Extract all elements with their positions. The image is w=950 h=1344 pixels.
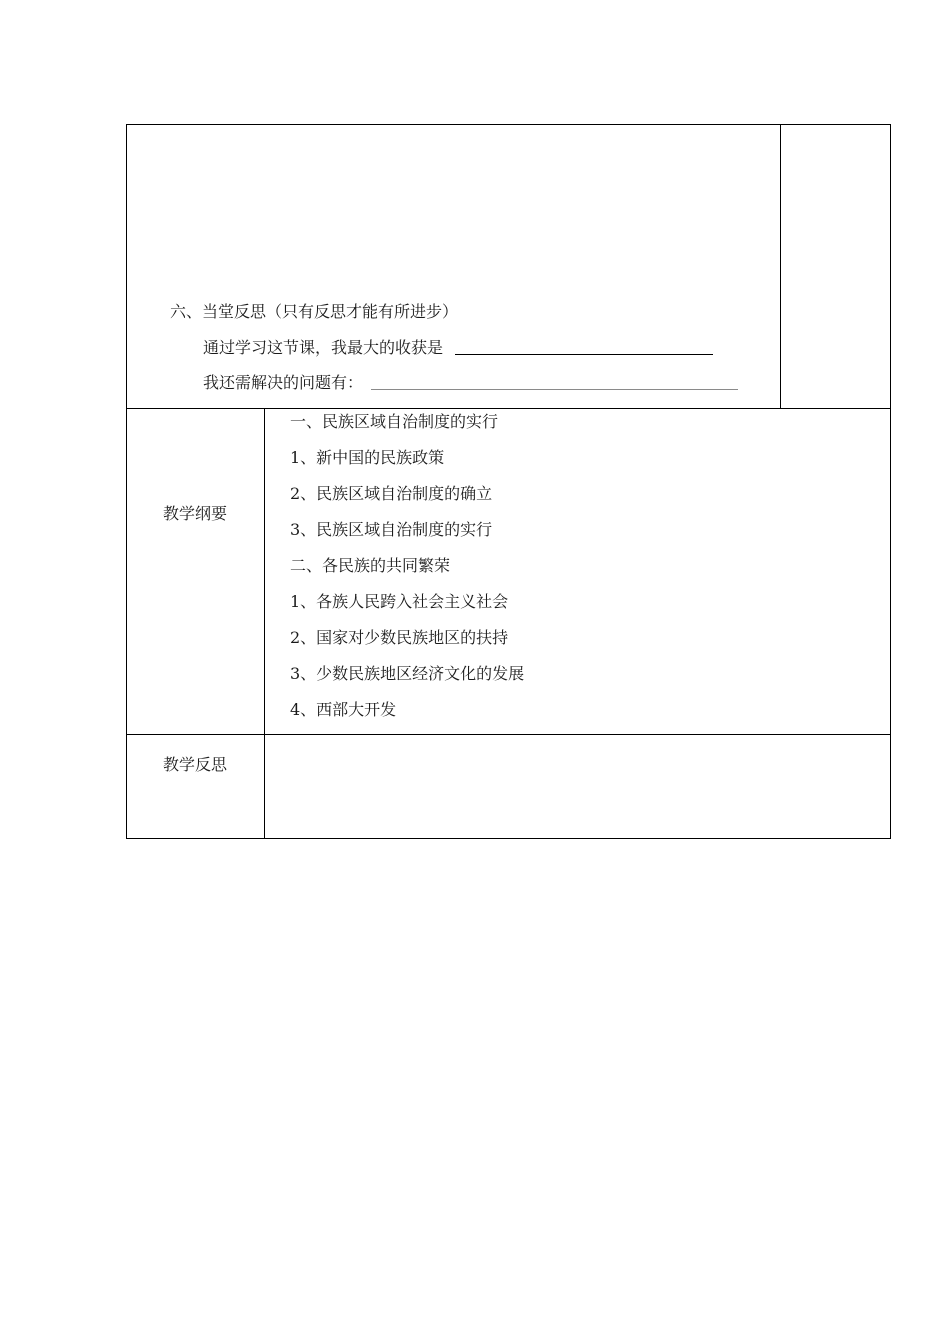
gain-answer-blank[interactable] [455,354,713,355]
gain-prompt: 通过学习这节课，我最大的收获是 [203,338,444,357]
outline-item: 二、各民族的共同繁荣 [290,556,451,575]
outline-item: 3、民族区域自治制度的实行 [290,520,493,539]
row-divider-2 [126,734,891,735]
reflection-heading: 六、当堂反思（只有反思才能有所进步） [170,302,459,321]
teaching-reflection-content[interactable] [266,736,889,837]
outline-item: 2、民族区域自治制度的确立 [290,484,493,503]
outline-item: 2、国家对少数民族地区的扶持 [290,628,509,647]
outline-item: 4、西部大开发 [290,700,397,719]
table-border-left [126,124,127,839]
table-border-top [126,124,891,125]
problem-prompt: 我还需解决的问题有： [203,373,364,392]
outline-label: 教学纲要 [163,504,228,523]
row-divider-1 [126,408,891,409]
outline-item: 1、新中国的民族政策 [290,448,445,467]
outline-item: 1、各族人民跨入社会主义社会 [290,592,509,611]
outline-item: 一、民族区域自治制度的实行 [290,412,499,431]
table-border-bottom [126,838,891,839]
problem-answer-blank[interactable] [371,389,738,390]
table-border-right [890,124,891,839]
column-divider-label [264,408,265,838]
column-divider-top [780,124,781,408]
outline-item: 3、少数民族地区经济文化的发展 [290,664,525,683]
teaching-reflection-label: 教学反思 [163,755,228,774]
